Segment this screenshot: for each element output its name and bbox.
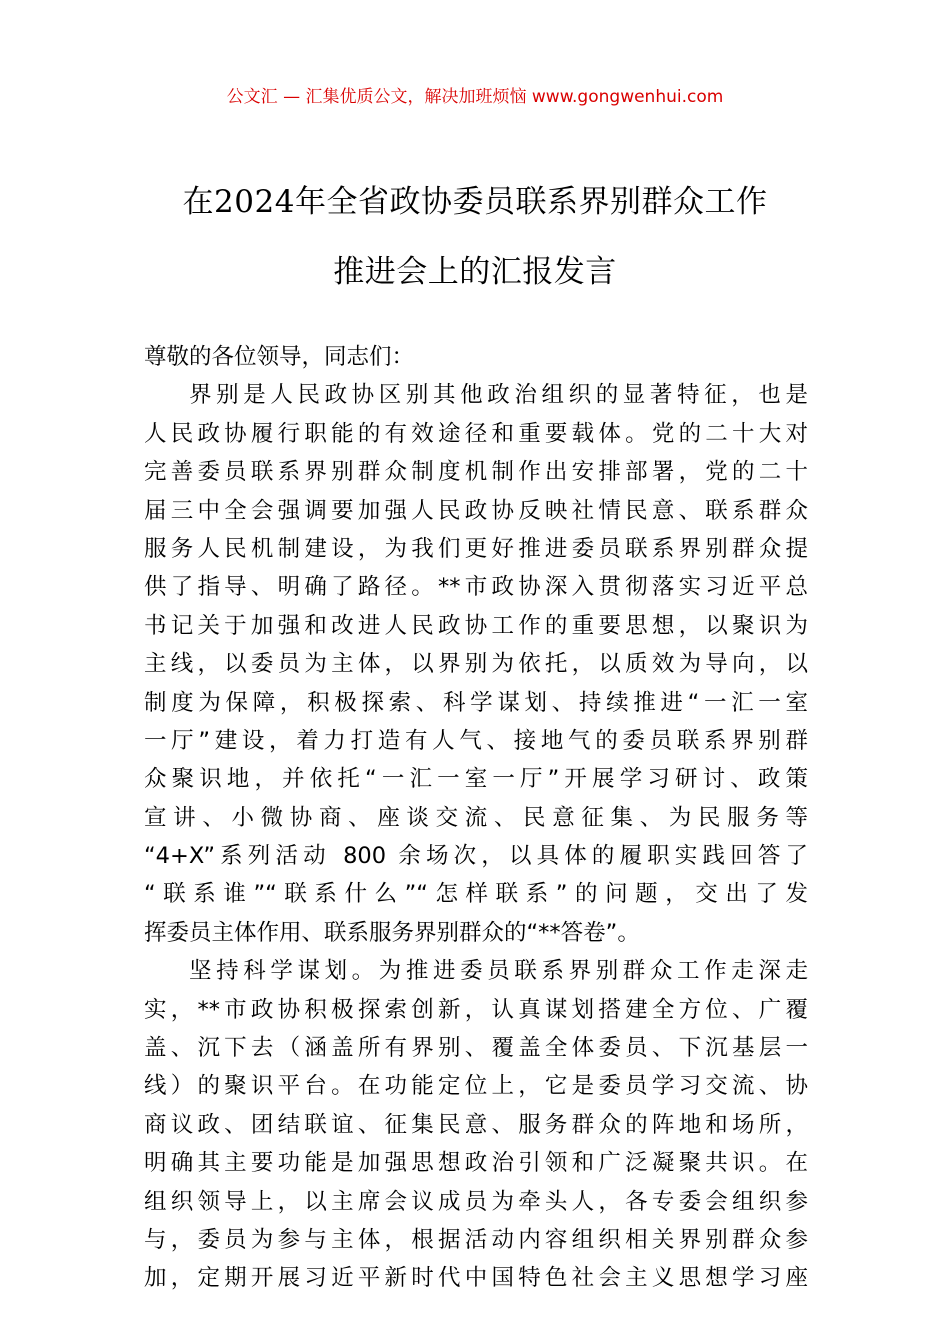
- body-line: 服务人民机制建设，为我们更好推进委员联系界别群众提: [144, 535, 808, 562]
- body-line: 实，**市政协积极探索创新，认真谋划搭建全方位、广覆: [144, 996, 808, 1023]
- body-line: 书记关于加强和改进人民政协工作的重要思想，以聚识为: [144, 612, 808, 639]
- title-year: 2024: [214, 184, 295, 220]
- body-line: 组织领导上，以主席会议成员为牵头人，各专委会组织参: [144, 1188, 808, 1215]
- body-line: 明确其主要功能是加强思想政治引领和广泛凝聚共识。在: [144, 1150, 808, 1177]
- body-line: 制度为保障，积极探索、科学谋划、持续推进“一汇一室: [144, 689, 808, 716]
- document-body: [144, 338, 808, 1298]
- title-part-b: 年全省政协委员联系界别群众工作: [294, 184, 768, 220]
- body-line: “4+X”系列活动 800 余场次，以具体的履职实践回答了: [144, 843, 808, 870]
- body-line: 供了指导、明确了路径。**市政协深入贯彻落实习近平总: [144, 574, 808, 601]
- site-header-banner: 公文汇 — 汇集优质公文，解决加班烦恼 www.gongwenhui.com: [226, 87, 724, 107]
- body-line: 坚持科学谋划。为推进委员联系界别群众工作走深走: [189, 958, 808, 985]
- body-line: 众聚识地，并依托“一汇一室一厅”开展学习研讨、政策: [144, 766, 808, 793]
- body-line: 人民政协履行职能的有效途径和重要载体。党的二十大对: [144, 420, 808, 447]
- title-part-a: 在: [182, 184, 215, 220]
- body-line: 完善委员联系界别群众制度机制作出安排部署，党的二十: [144, 459, 808, 486]
- salutation: 尊敬的各位领导，同志们：: [144, 344, 415, 370]
- body-line: 宣讲、小微协商、座谈交流、民意征集、为民服务等: [144, 804, 808, 831]
- body-line: 主线，以委员为主体，以界别为依托，以质效为导向，以: [144, 651, 808, 678]
- body-line: 届三中全会强调要加强人民政协反映社情民意、联系群众: [144, 497, 808, 524]
- body-line: 挥委员主体作用、联系服务界别群众的“**答卷”。: [144, 919, 640, 946]
- body-line: 与，委员为参与主体，根据活动内容组织相关界别群众参: [144, 1226, 808, 1253]
- body-line: 线）的聚识平台。在功能定位上，它是委员学习交流、协: [144, 1073, 808, 1100]
- document-title-line-1: [0, 182, 950, 222]
- body-line: 界别是人民政协区别其他政治组织的显著特征，也是: [189, 382, 808, 409]
- body-line: 盖、沉下去（涵盖所有界别、覆盖全体委员、下沉基层一: [144, 1035, 808, 1062]
- body-line: 商议政、团结联谊、征集民意、服务群众的阵地和场所，: [144, 1111, 808, 1138]
- body-line: 加，定期开展习近平新时代中国特色社会主义思想学习座: [144, 1265, 808, 1292]
- body-line: “联系谁”“联系什么”“怎样联系”的问题，交出了发: [144, 881, 808, 908]
- document-title-line-2: 推进会上的汇报发言: [333, 254, 617, 290]
- body-line: 一厅”建设，着力打造有人气、接地气的委员联系界别群: [144, 727, 808, 754]
